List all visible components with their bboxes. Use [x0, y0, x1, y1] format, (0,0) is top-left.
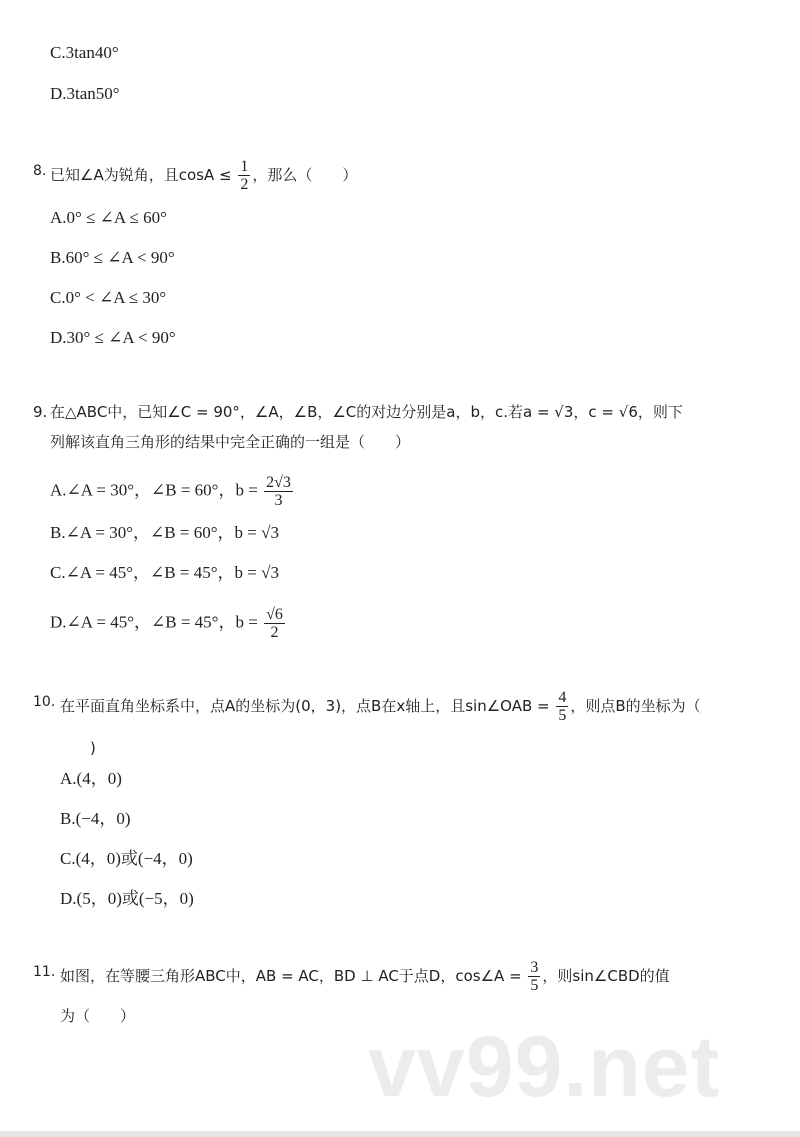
q9-a-den: 3	[274, 492, 283, 509]
q9-option-d	[50, 606, 287, 641]
q8-fraction	[238, 158, 250, 193]
q11-frac-num: 3	[530, 959, 539, 976]
q11-stem-after: ，则sin∠CBD的值	[542, 967, 670, 985]
q9-option-a	[50, 474, 295, 509]
q11-number: 11.	[33, 964, 56, 980]
q10-frac-num: 4	[558, 689, 567, 706]
q9-number: 9.	[33, 403, 48, 421]
q8-option-d: D.30° ≤ ∠A < 90°	[50, 328, 176, 347]
q8-stem-before: 已知∠A为锐角，且cosA ≤	[50, 166, 237, 184]
q10-frac-den: 5	[558, 707, 567, 724]
q8-number: 8.	[33, 163, 47, 179]
q9-d-den: 2	[270, 624, 279, 641]
q9-option-d-text: D.∠A = 45°，∠B = 45°，b =	[50, 612, 263, 632]
q11-stem-before: 如图，在等腰三角形ABC中，AB = AC，BD ⊥ AC于点D，cos∠A =	[60, 967, 527, 985]
watermark: vv99.net	[368, 1019, 721, 1115]
q8-option-a: A.0° ≤ ∠A ≤ 60°	[50, 208, 167, 227]
q11-stem-line2: 为（ ）	[60, 1007, 136, 1025]
q9-d-num: √6	[266, 606, 283, 623]
q11-fraction	[528, 959, 540, 994]
q11-frac-den: 5	[530, 977, 539, 994]
q9-option-d-fraction	[264, 606, 285, 641]
q9-stem-line2: 列解该直角三角形的结果中完全正确的一组是（ ）	[50, 433, 411, 451]
q10-stem-line2: )	[90, 739, 96, 757]
q10-option-b: B.(−4，0)	[60, 809, 131, 828]
q8-option-b: B.60° ≤ ∠A < 90°	[50, 248, 175, 267]
q9-stem-line1: 在△ABC中，已知∠C = 90°，∠A，∠B，∠C的对边分别是a，b，c.若a = √3，c = √6，则下	[50, 403, 683, 421]
q8-stem	[50, 158, 357, 193]
q10-option-d: D.(5，0)或(−5，0)	[60, 889, 194, 908]
q9-option-a-text: A.∠A = 30°，∠B = 60°，b =	[50, 480, 263, 500]
q7-option-c: C.3tan40°	[50, 43, 119, 62]
q8-frac-num: 1	[240, 158, 249, 175]
q10-stem-before: 在平面直角坐标系中，点A的坐标为(0，3)，点B在x轴上，且sin∠OAB =	[60, 697, 555, 715]
q8-option-c: C.0° < ∠A ≤ 30°	[50, 288, 167, 307]
q11-stem	[60, 959, 670, 994]
q7-option-d: D.3tan50°	[50, 84, 120, 103]
q9-option-b: B.∠A = 30°，∠B = 60°，b = √3	[50, 523, 279, 542]
page-bottom-edge	[0, 1131, 800, 1137]
q10-option-a: A.(4，0)	[60, 769, 122, 788]
q10-fraction	[556, 689, 568, 724]
q10-option-c: C.(4，0)或(−4，0)	[60, 849, 193, 868]
q8-frac-den: 2	[240, 176, 249, 193]
q10-stem	[60, 689, 701, 724]
q10-number: 10.	[33, 694, 56, 710]
q8-stem-after: ，那么（ ）	[252, 166, 358, 184]
q10-stem-after: ，则点B的坐标为（	[570, 697, 701, 715]
q9-option-c: C.∠A = 45°，∠B = 45°，b = √3	[50, 563, 279, 582]
q9-option-a-fraction	[264, 474, 293, 509]
q9-a-num: 2√3	[266, 474, 291, 491]
